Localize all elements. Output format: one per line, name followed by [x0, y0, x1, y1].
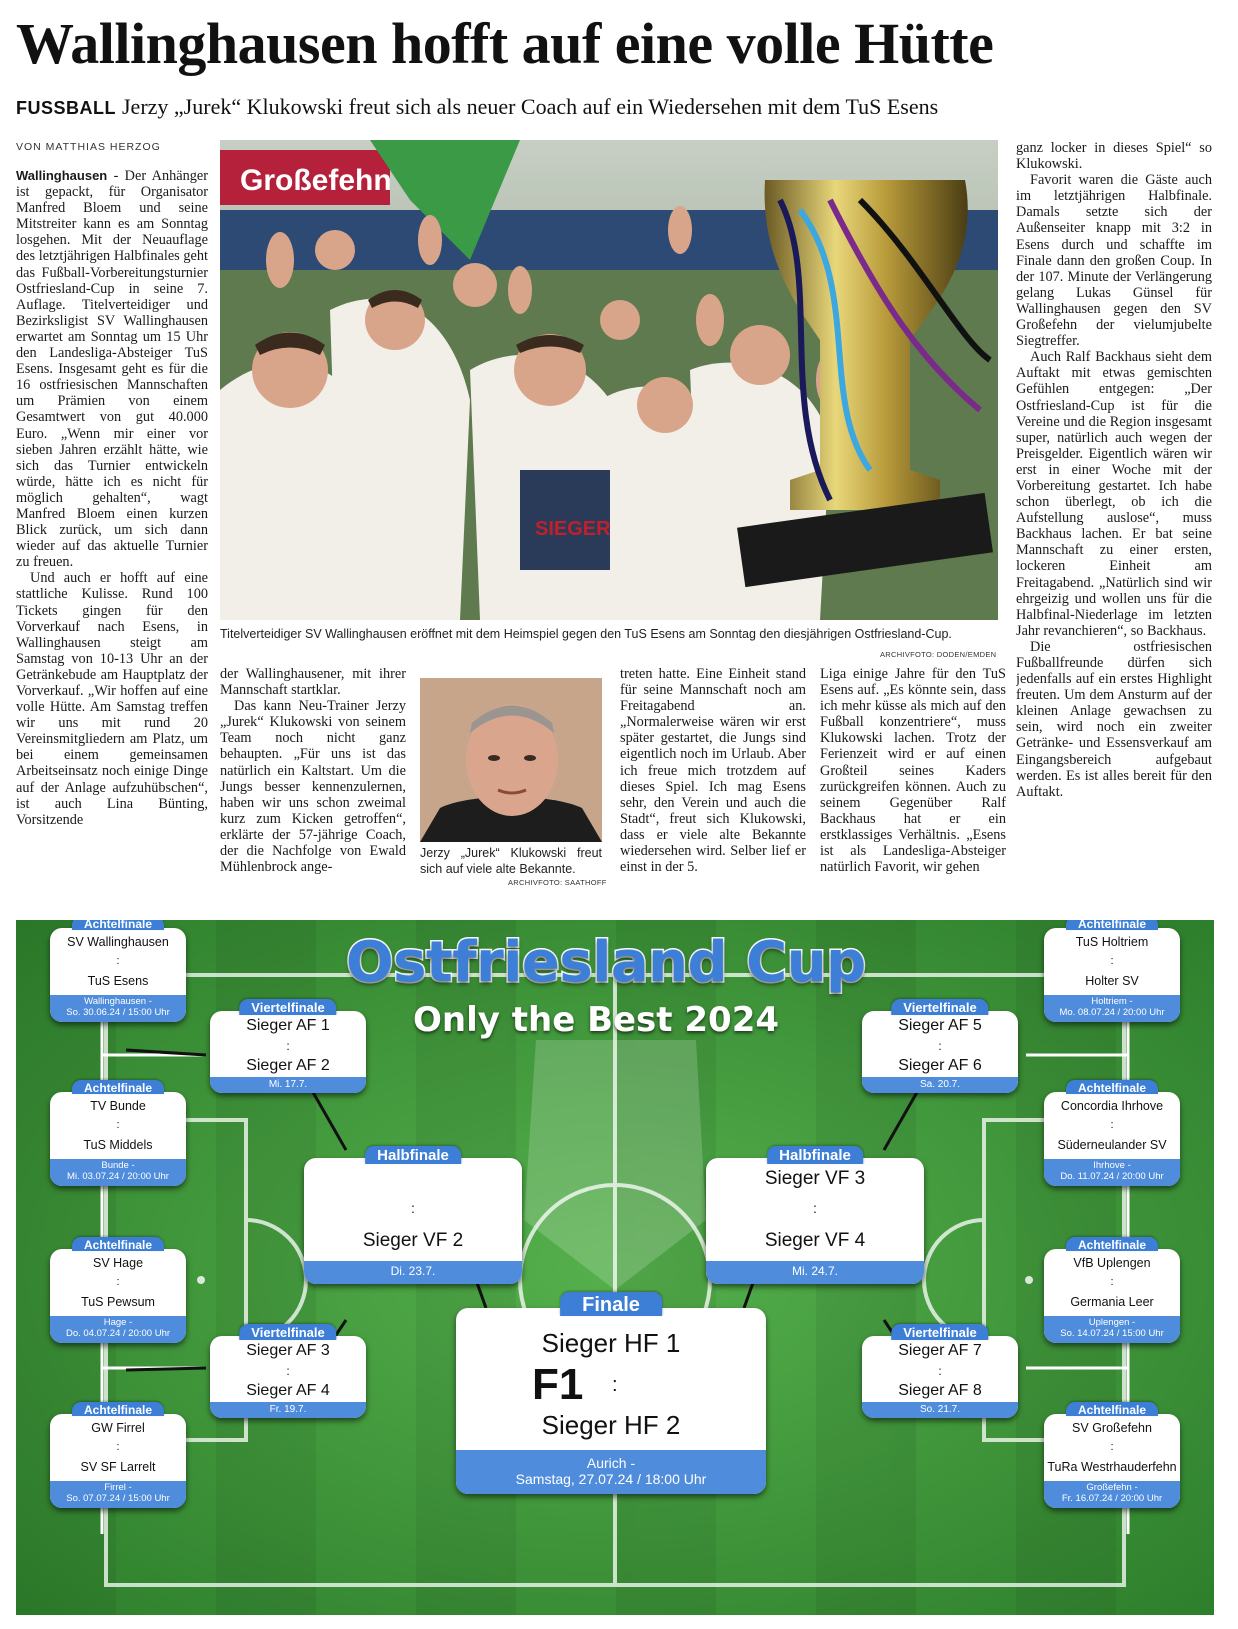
- round-tab: Achtelfinale: [1066, 1402, 1158, 1416]
- column-1: [16, 168, 208, 896]
- round-tab: Achtelfinale: [72, 920, 164, 930]
- paragraph: treten hatte. Eine Einheit stand für seine Mannschaft noch am Freitagabend an. „Normalerweise wären wir erst später gestartet, die Jungs sind eigentlich noch im Urlaub. Aber ich freue mich trotzdem auf dieses Spiel. Ich mag Esens sehr, den Verein und auch die Stadt“, freut sich Klukowski, dass er viele alte Bekannte wiedersehen wird. Selber lief er einst in der 5.: [620, 666, 806, 876]
- photo-credit: ARCHIVFOTO: DODEN/EMDEN: [880, 650, 997, 659]
- score-separator: :: [1110, 955, 1114, 967]
- match-card-hf1: [304, 1147, 522, 1284]
- score-separator: :: [938, 1039, 942, 1053]
- subheadline: [16, 94, 938, 120]
- team-home: Sieger AF 3: [246, 1342, 330, 1359]
- match-info: [50, 1159, 186, 1186]
- match-info: [50, 1316, 186, 1343]
- round-tab: Achtelfinale: [1066, 1237, 1158, 1251]
- venue: Uplengen -: [1088, 1317, 1136, 1329]
- score-separator: :: [1110, 1441, 1114, 1453]
- team-home: SV Wallinghausen: [67, 935, 169, 949]
- match-card-af4: [50, 1403, 186, 1508]
- bracket-title: Ostfriesland Cup: [346, 930, 866, 995]
- team-home: SV Großefehn: [1072, 1421, 1152, 1435]
- score-separator: :: [1110, 1276, 1114, 1288]
- match-date: So. 07.07.24 / 15:00 Uhr: [66, 1493, 170, 1505]
- score-separator: :: [813, 1200, 817, 1216]
- round-tab: Viertelfinale: [891, 999, 988, 1015]
- portrait-caption: Jerzy „Jurek“ Klukowski freut sich auf viele alte Bekannte.: [420, 846, 602, 876]
- match-info: [50, 1481, 186, 1508]
- score-separator: :: [411, 1200, 415, 1216]
- team-away: Sieger VF 2: [362, 1230, 464, 1251]
- match-card-af3: [50, 1238, 186, 1343]
- team-home: Concordia Ihrhove: [1060, 1099, 1164, 1113]
- venue: Aurich -: [586, 1454, 636, 1471]
- team-home: TV Bunde: [90, 1099, 146, 1113]
- paragraph-text: - Der Anhänger ist gepackt, für Organisator Manfred Bloem und seine Mitstreiter kann es am Sonntag losgehen. Mit der Neuauflage des letztjährigen Halbfinales geht das Fußball-Vorbereitungsturnier Ostfriesland-Cup in seine 7. Auflage. Titelverteidiger und Bezirksligist SV Wallinghausen erwartet am Sonntag um 15 Uhr den Landesliga-Absteiger TuS Esens. Insgesamt geht es für die 16 ostfriesischen Mannschaften um Prämien von einem Gesamtwert von gut 40.000 Euro. „Wenn mir einer vor sieben Jahren erzählt hätte, wie sich das Turnier entwickeln würde, hätte ich es nicht für möglich gehalten“, wagt Manfred Bloem einen kurzen Blick zurück, um sich dann wieder auf das aktuelle Turnier zu freuen.: [16, 168, 208, 571]
- round-tab: Halbfinale: [365, 1146, 461, 1164]
- round-tab: Viertelfinale: [239, 1324, 336, 1340]
- match-date: Mi. 24.7.: [706, 1261, 924, 1284]
- portrait-credit: ARCHIVFOTO: SAATHOFF: [508, 878, 607, 887]
- match-date: Fr. 19.7.: [210, 1402, 366, 1419]
- match-info: [1044, 1159, 1180, 1186]
- final-code: F1: [532, 1360, 584, 1409]
- team-home: Sieger HF 1: [541, 1328, 681, 1358]
- photo-caption: Titelverteidiger SV Wallinghausen eröffnet mit dem Heimspiel gegen den TuS Esens am Sonntag den diesjährigen Ostfriesland-Cup.: [220, 627, 952, 641]
- match-date: Mo. 08.07.24 / 20:00 Uhr: [1059, 1007, 1165, 1019]
- subhead-text: Jerzy „Jurek“ Klukowski freut sich als neuer Coach auf ein Wiedersehen mit dem TuS Esens: [122, 94, 939, 119]
- paragraph: Die ostfriesischen Fußballfreunde dürfen sich jedenfalls auf ein erstes Highlight freuten. Um dem Ansturm auf der kleinen Anlage gewachsen zu sein, wird noch ein zweiter Getränke- und Essensverkauf am Eingangsbereich aufgebaut werden. Es ist alles bereit für den Auftakt.: [1016, 638, 1212, 800]
- team-away: Sieger AF 6: [898, 1057, 982, 1074]
- team-home: Sieger AF 1: [246, 1017, 330, 1034]
- team-home: Sieger VF 3: [764, 1168, 866, 1189]
- team-away: SV SF Larrelt: [80, 1460, 156, 1474]
- round-tab: Achtelfinale: [1066, 920, 1158, 930]
- match-date: Fr. 16.07.24 / 20:00 Uhr: [1061, 1493, 1163, 1505]
- byline: VON MATTHIAS HERZOG: [16, 141, 161, 153]
- paragraph: Das kann Neu-Trainer Jerzy „Jurek“ Klukowski von seinem Team noch nicht ganz behaupten. „Für uns ist das natürlich ein Kaltstart. Um die Jungs besser kennenzulernen, haben wir uns schon zweimal kurz zum Kicken getroffen“, erklärte der 57-jährige Coach, der die Nachfolge von Ewald Mühlenbrock ange-: [220, 698, 406, 876]
- team-away: TuRa Westrhauderfehn: [1047, 1460, 1177, 1474]
- venue: Großefehn -: [1086, 1482, 1138, 1494]
- round-tab: Achtelfinale: [72, 1402, 164, 1416]
- dateline: Wallinghausen: [16, 168, 108, 183]
- team-away: Sieger AF 4: [246, 1382, 330, 1399]
- team-away: Sieger HF 2: [541, 1410, 681, 1440]
- score-separator: :: [938, 1364, 942, 1378]
- score-separator: :: [116, 1119, 120, 1131]
- round-tab: Achtelfinale: [72, 1237, 164, 1251]
- column-3: [620, 666, 806, 896]
- match-card-final: [456, 1294, 766, 1494]
- match-card-af2: [50, 1081, 186, 1186]
- score-separator: :: [1110, 1119, 1114, 1131]
- bracket-subtitle: Only the Best 2024: [412, 1000, 780, 1040]
- portrait-photo: [420, 678, 602, 842]
- team-away: TuS Middels: [83, 1138, 153, 1152]
- match-card-af6: [1044, 1081, 1180, 1186]
- round-tab: Viertelfinale: [239, 999, 336, 1015]
- round-tab: Halbfinale: [767, 1146, 863, 1164]
- main-photo: [220, 140, 998, 620]
- column-4: [820, 666, 1006, 896]
- score-separator: :: [286, 1364, 290, 1378]
- score-separator: :: [116, 955, 120, 967]
- match-info: [1044, 1481, 1180, 1508]
- paragraph: Liga einige Jahre für den TuS Esens auf. „Es könnte sein, dass ich mehr küsse als mich auf den Fußball konzentriere“, muss Klukowski lachen. Trotz der Ferienzeit wird er auf einen Großteil seines Kaders zurückgreifen können. Auch zu seinem Gegenüber Ralf Backhaus hat er ein erstklassiges Verhältnis. „Esens ist als Landesliga-Absteiger natürlich Favorit, wir gehen: [820, 666, 1006, 876]
- match-info: [1044, 1316, 1180, 1343]
- venue: Bunde -: [101, 1160, 135, 1172]
- match-card-af7: [1044, 1238, 1180, 1343]
- match-date: Do. 11.07.24 / 20:00 Uhr: [1060, 1171, 1164, 1183]
- score-separator: :: [116, 1276, 120, 1288]
- team-away: TuS Esens: [87, 974, 149, 988]
- team-away: Germania Leer: [1070, 1295, 1154, 1309]
- paragraph: Auch Ralf Backhaus sieht dem Auftakt mit etwas gemischten Gefühlen entgegen: „Der Ostfriesland-Cup ist für die Vereine und die Region insgesamt super, natürlich auch wegen der Preisgelder. Eigentlich wären wir erst in einer Woche mit der Vorbereitung gestartet. Ich habe schon überlegt, ob ich die Aufstellung auslose“, muss Backhaus lachen. Er bat seine Mannschaft zu einer ersten, lockeren Einheit am Freitagabend. „Natürlich sind wir ehrgeizig und wollen uns für die Halbfinal-Niederlage im letzten Jahr revanchieren“, so Backhaus.: [1016, 349, 1212, 639]
- shirt-text: SIEGER: [535, 518, 611, 540]
- round-tab: Achtelfinale: [1066, 1080, 1158, 1094]
- match-info: [50, 995, 186, 1022]
- portrait-illustration: [420, 678, 602, 842]
- match-card-af8: [1044, 1403, 1180, 1508]
- banner-text: Großefehn: [240, 164, 392, 197]
- venue: Firrel -: [104, 1482, 132, 1494]
- team-away: Süderneulander SV: [1057, 1138, 1167, 1152]
- match-date: Sa. 20.7.: [862, 1077, 1018, 1094]
- match-date: Mi. 17.7.: [210, 1077, 366, 1094]
- match-card-af5: [1044, 920, 1180, 1022]
- column-5: [1016, 140, 1212, 896]
- match-info: [456, 1450, 766, 1494]
- match-card-vf2: [210, 1325, 366, 1418]
- venue: Ihrhove -: [1093, 1160, 1131, 1172]
- paragraph: der Wallinghausener, mit ihrer Mannschaft startklar.: [220, 666, 406, 699]
- paragraph: Favorit waren die Gäste auch im letztjährigen Halbfinale. Damals setzte sich der Außenseiter knapp mit 3:2 in Esens durch und schaffte im Finale dann den großen Coup. In der 107. Minute der Verlängerung gelang Lukas Günsel für Wallinghausen gegen den SV Großefehn der vielumjubelte Siegtreffer.: [1016, 172, 1212, 350]
- match-card-vf3: [862, 1000, 1018, 1093]
- score-separator: :: [612, 1374, 618, 1396]
- round-tab: Achtelfinale: [72, 1080, 164, 1094]
- team-home: SV Hage: [92, 1256, 144, 1270]
- score-separator: :: [286, 1039, 290, 1053]
- match-date: Di. 23.7.: [304, 1261, 522, 1284]
- kicker: FUSSBALL: [16, 98, 116, 118]
- team-away: Holter SV: [1085, 974, 1139, 988]
- paragraph: ganz locker in dieses Spiel“ so Klukowski.: [1016, 140, 1212, 173]
- team-home: Sieger AF 5: [898, 1017, 982, 1034]
- team-home: TuS Holtriem: [1075, 935, 1149, 949]
- venue: Hage -: [103, 1317, 133, 1329]
- tournament-bracket-graphic: [16, 920, 1214, 1615]
- match-card-vf1: [210, 1000, 366, 1093]
- team-away: Sieger AF 8: [898, 1382, 982, 1399]
- match-card-vf4: [862, 1325, 1018, 1418]
- team-away: TuS Pewsum: [81, 1295, 155, 1309]
- round-tab: Finale: [560, 1292, 662, 1316]
- team-home: Sieger AF 7: [898, 1342, 982, 1359]
- paragraph: Und auch er hofft auf eine stattliche Kulisse. Rund 100 Tickets gingen für den Vorverkauf nach Esens, in Wallinghausen steigt am Samstag von 10-13 Uhr an der Getränkebude am Hauptplatz der Vorverkauf. „Wir hoffen auf eine volle Hütte. Am Samstag treffen wir uns mit rund 20 Vereinsmitgliedern am Platz, um bei einem gemeinsamen Arbeitseinsatz noch einige Dinge auf der Anlage aufzuhübschen“, ist auch Lina Bünting, Vorsitzende: [16, 570, 208, 828]
- score-separator: :: [116, 1441, 120, 1453]
- headline: Wallinghausen hofft auf eine volle Hütte: [16, 11, 994, 76]
- column-2: [220, 666, 406, 896]
- paragraph: [16, 168, 208, 570]
- team-home: GW Firrel: [91, 1421, 145, 1435]
- round-tab: Viertelfinale: [891, 1324, 988, 1340]
- match-date: So. 30.06.24 / 15:00 Uhr: [66, 1007, 170, 1019]
- venue: Wallinghausen -: [84, 996, 152, 1008]
- team-home: VfB Uplengen: [1073, 1256, 1151, 1270]
- match-date: So. 21.7.: [862, 1402, 1018, 1419]
- match-date: Do. 04.07.24 / 20:00 Uhr: [65, 1328, 171, 1340]
- match-date: So. 14.07.24 / 15:00 Uhr: [1060, 1328, 1164, 1340]
- match-date: Samstag, 27.07.24 / 18:00 Uhr: [515, 1470, 707, 1487]
- venue: Holtriem -: [1091, 996, 1133, 1008]
- team-away: Sieger VF 4: [764, 1230, 866, 1251]
- match-card-af1: [50, 920, 186, 1022]
- team-away: Sieger AF 2: [246, 1057, 330, 1074]
- match-info: [1044, 995, 1180, 1022]
- match-date: Mi. 03.07.24 / 20:00 Uhr: [67, 1171, 169, 1183]
- celebration-photo-illustration: [220, 140, 998, 620]
- match-card-hf2: [706, 1147, 924, 1284]
